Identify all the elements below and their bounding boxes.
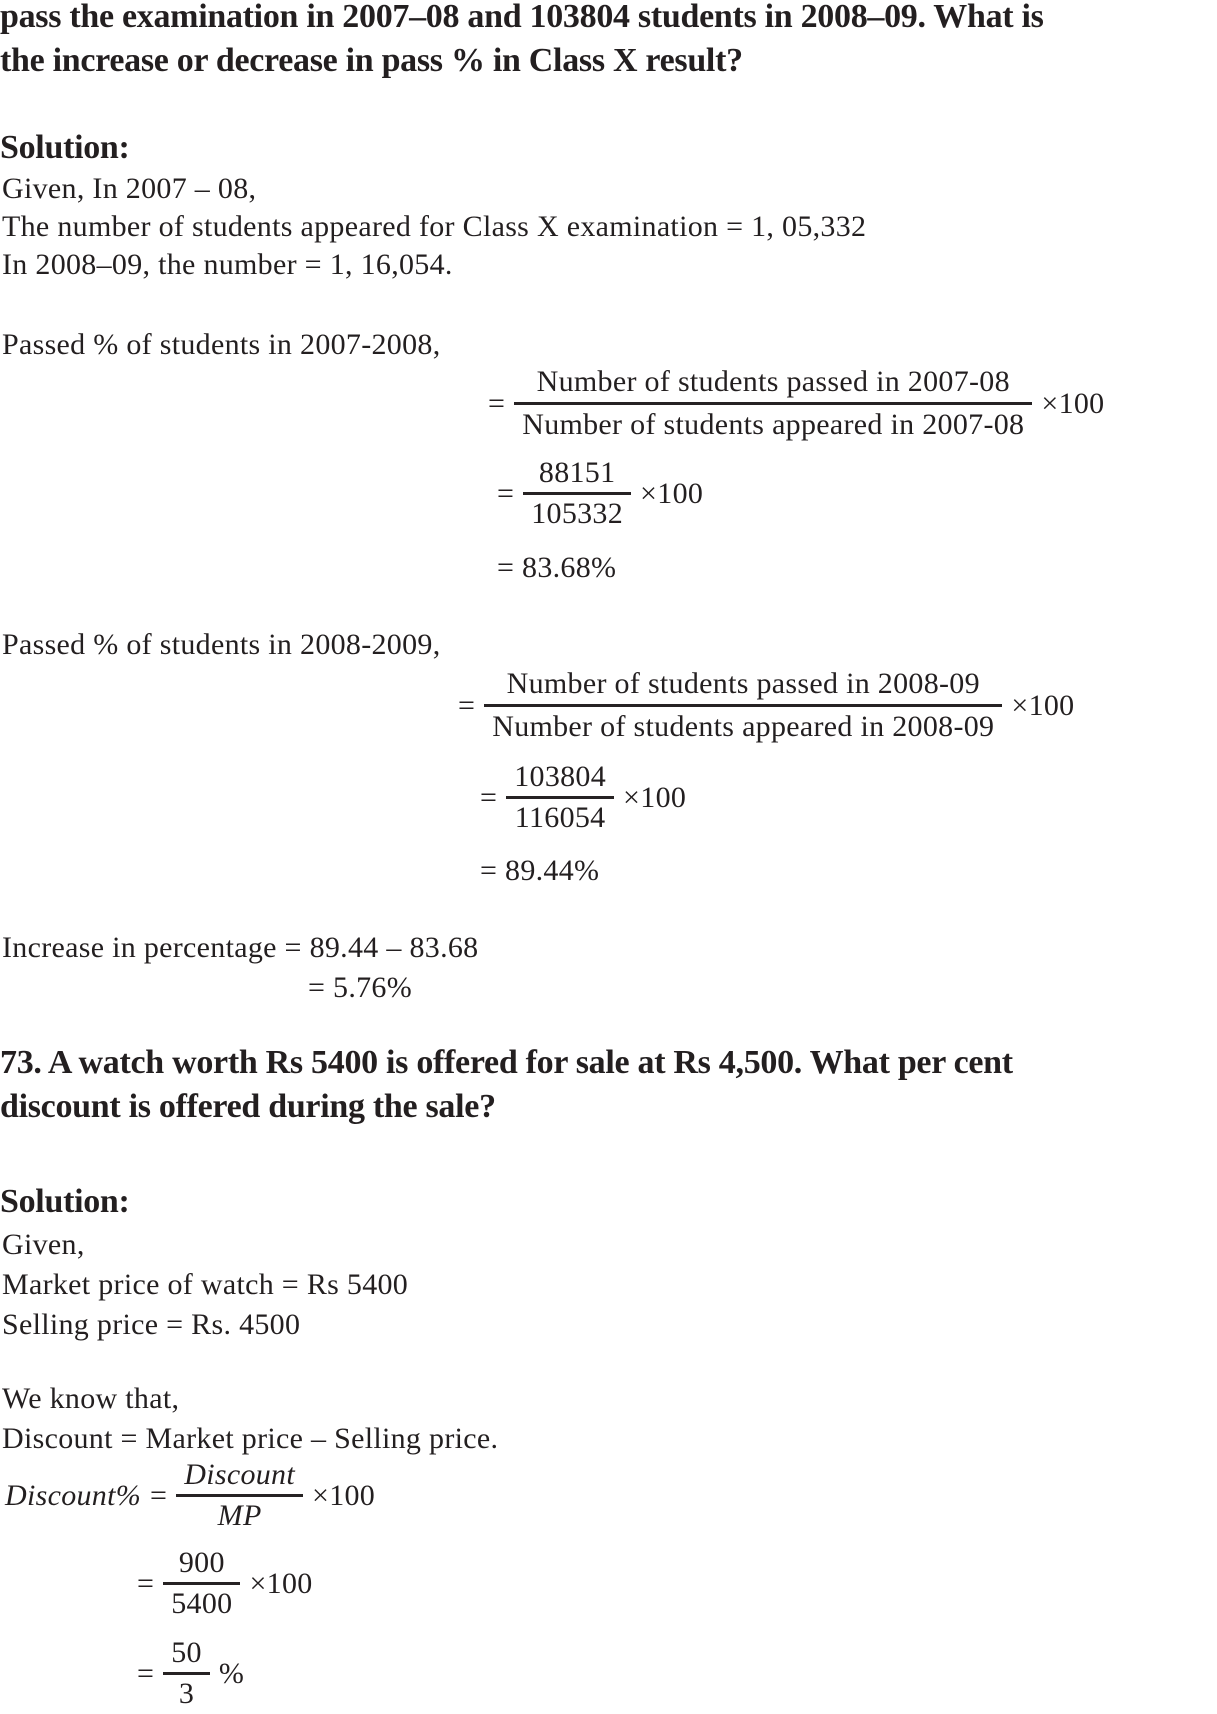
increase-result-line: = 5.76% xyxy=(308,971,413,1004)
equation-discount-result xyxy=(137,1636,244,1711)
fraction-bar xyxy=(514,402,1032,405)
given-72-line-2: The number of students appeared for Class X examination = 1, 05,332 xyxy=(2,210,867,243)
fraction-bar xyxy=(163,1582,240,1585)
question-73-line-1: 73. A watch worth Rs 5400 is offered for sale at Rs 4,500. What per cent xyxy=(0,1044,1013,1081)
fraction-bar xyxy=(523,492,631,495)
passed-2008-label: Passed % of students in 2008-2009, xyxy=(2,628,441,661)
given-72-block xyxy=(2,170,866,284)
times-100: ×100 xyxy=(623,780,687,814)
solution-73-heading: Solution: xyxy=(0,1183,130,1220)
we-know-block xyxy=(2,1379,498,1459)
solution-72-heading: Solution: xyxy=(0,129,130,166)
question-72-line-2: the increase or decrease in pass % in Class X result? xyxy=(0,42,743,79)
given-73-line-1: Given, xyxy=(2,1228,85,1261)
equals-sign: = xyxy=(137,1566,155,1600)
fraction-denominator: 5400 xyxy=(171,1587,233,1620)
times-100: ×100 xyxy=(1041,386,1105,420)
increase-line: Increase in percentage = 89.44 – 83.68 xyxy=(2,931,479,964)
fraction-numerator: 900 xyxy=(178,1546,225,1579)
equation-pass-percent-2007 xyxy=(488,364,1104,443)
fraction-denominator: MP xyxy=(217,1499,262,1532)
equals-sign: = xyxy=(150,1478,168,1512)
fraction-numerator: 103804 xyxy=(514,760,607,793)
fraction-ratio-2007 xyxy=(523,456,631,531)
fraction-denominator: Number of students appeared in 2007-08 xyxy=(522,408,1025,441)
given-73-line-3: Selling price = Rs. 4500 xyxy=(2,1308,301,1341)
result-2007-line: = 83.68% xyxy=(497,551,617,584)
equals-sign: = xyxy=(488,386,506,420)
fraction-denominator: 3 xyxy=(178,1677,195,1710)
we-know-line-1: We know that, xyxy=(2,1382,180,1415)
equals-sign: = xyxy=(497,476,515,510)
fraction-pass-2007 xyxy=(514,364,1032,443)
fraction-bar xyxy=(163,1672,210,1675)
equation-discount-percent xyxy=(5,1458,375,1533)
fraction-numerator: 50 xyxy=(171,1636,202,1669)
fraction-discount xyxy=(176,1458,303,1533)
fraction-denominator: 116054 xyxy=(514,801,606,834)
fraction-numerator: Number of students passed in 2007-08 xyxy=(536,365,1010,398)
question-73-text xyxy=(0,1041,1217,1129)
given-73-block xyxy=(2,1225,408,1345)
fraction-bar xyxy=(176,1494,303,1497)
question-72-text xyxy=(0,0,1217,83)
fraction-numerator: Discount xyxy=(184,1458,295,1491)
equation-discount-ratio xyxy=(137,1546,313,1621)
passed-2007-label: Passed % of students in 2007-2008, xyxy=(2,328,441,361)
equals-sign: = xyxy=(137,1656,155,1690)
fraction-bar xyxy=(484,704,1002,707)
fraction-bar xyxy=(506,796,614,799)
times-100: ×100 xyxy=(311,1478,376,1512)
fraction-numerator: Number of students passed in 2008-09 xyxy=(506,667,980,700)
percent-sign: % xyxy=(218,1656,245,1690)
question-73-line-2: discount is offered during the sale? xyxy=(0,1088,496,1125)
fraction-denominator: Number of students appeared in 2008-09 xyxy=(492,710,995,743)
given-72-line-3: In 2008–09, the number = 1, 16,054. xyxy=(2,248,453,281)
equals-sign: = xyxy=(458,688,476,722)
times-100: ×100 xyxy=(1011,688,1075,722)
equation-ratio-2007 xyxy=(497,456,703,531)
fraction-numerator: 88151 xyxy=(538,456,616,489)
fraction-ratio-2008 xyxy=(506,760,614,835)
question-72-line-1: pass the examination in 2007–08 and 103804 students in 2008–09. What is xyxy=(0,0,1044,35)
discount-percent-label: Discount% xyxy=(5,1478,142,1512)
equation-ratio-2008 xyxy=(480,760,686,835)
fraction-denominator: 105332 xyxy=(531,497,624,530)
times-100: ×100 xyxy=(640,476,704,510)
we-know-line-2: Discount = Market price – Selling price. xyxy=(2,1422,499,1455)
fraction-discount-result xyxy=(163,1636,210,1711)
fraction-pass-2008 xyxy=(484,666,1002,745)
equation-pass-percent-2008 xyxy=(458,666,1074,745)
given-73-line-2: Market price of watch = Rs 5400 xyxy=(2,1268,409,1301)
given-72-line-1: Given, In 2007 – 08, xyxy=(2,172,257,205)
fraction-discount-ratio xyxy=(163,1546,240,1621)
result-2008-line: = 89.44% xyxy=(480,854,600,887)
times-100: ×100 xyxy=(249,1566,313,1600)
equals-sign: = xyxy=(480,780,498,814)
